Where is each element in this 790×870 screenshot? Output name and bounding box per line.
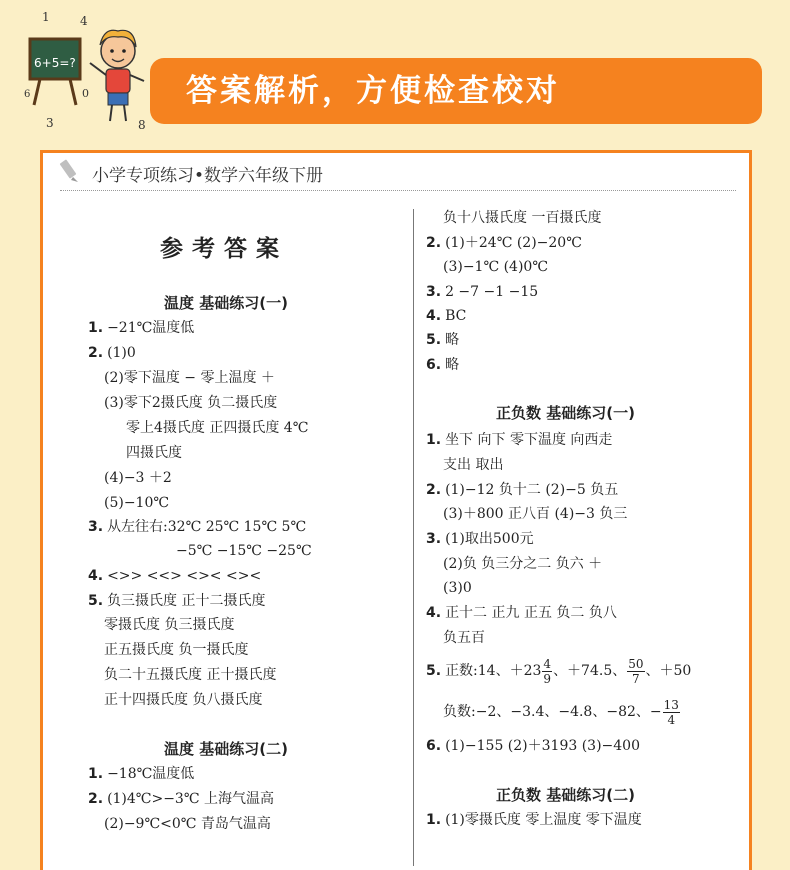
answer-line: (3)−1℃ (4)0℃ — [443, 259, 548, 275]
column-divider — [413, 209, 414, 866]
doodle-number: 8 — [138, 118, 146, 132]
header-divider — [60, 190, 736, 191]
answer-line: 4. 正十二 正九 正五 负二 负八 — [426, 605, 617, 621]
answer-line: 零上4摄氏度 正四摄氏度 4℃ — [126, 420, 309, 436]
section-title: 温度 基础练习(一) — [164, 294, 288, 312]
answer-line: (3)零下2摄氏度 负二摄氏度 — [104, 395, 278, 411]
main-title: 参考答案 — [160, 236, 288, 262]
book-title: 小学专项练习•数学六年级下册 — [92, 166, 324, 186]
answer-line: 3. 2 −7 −1 −15 — [426, 284, 539, 300]
answer-line: 2. (1)＋24℃ (2)−20℃ — [426, 235, 582, 251]
answer-line-negative: 负数:−2、−3.4、−4.8、−82、− $\frac{13}{4}$ — [443, 697, 679, 727]
banner-title: 答案解析，方便检查校对 — [186, 73, 560, 109]
doodle-number: 0 — [82, 87, 89, 100]
answer-line: 零摄氏度 负三摄氏度 — [104, 617, 235, 633]
answer-line: (2)负 负三分之二 负六 ＋ — [443, 556, 603, 572]
fraction: $\frac{50}{7}$ — [628, 656, 644, 686]
answer-line: 正十四摄氏度 负八摄氏度 — [104, 692, 263, 708]
answer-line: 5. 负三摄氏度 正十二摄氏度 — [88, 593, 266, 609]
answer-line: 2. (1)0 — [88, 345, 136, 361]
board-text: 6+5=? — [34, 56, 76, 70]
answer-line: 4. BC — [426, 308, 467, 324]
fraction: $\frac{4}{9}$ — [543, 656, 552, 686]
answer-line: 1. (1)零摄氏度 零上温度 零下温度 — [426, 812, 642, 828]
answer-line: 4. <>> <<> <>< <>< — [88, 568, 262, 584]
answer-line: (2)−9℃<0℃ 青岛气温高 — [104, 816, 271, 832]
answer-line: (4)−3 ＋2 — [104, 470, 172, 486]
pencil-icon — [58, 158, 86, 186]
answer-line: 负二十五摄氏度 正十摄氏度 — [104, 667, 277, 683]
answer-line: (5)−10℃ — [104, 495, 170, 511]
section-title: 温度 基础练习(二) — [164, 740, 288, 758]
answer-line: 1. −18℃温度低 — [88, 766, 195, 782]
answer-line: (2)零下温度 − 零上温度 ＋ — [104, 370, 275, 386]
answer-line: 2. (1)4℃>−3℃ 上海气温高 — [88, 791, 274, 807]
answer-line: 3. (1)取出500元 — [426, 531, 534, 547]
answer-line: 5. 略 — [426, 332, 460, 348]
answer-line: 2. (1)−12 负十二 (2)−5 负五 — [426, 482, 619, 498]
answer-line: 四摄氏度 — [126, 445, 182, 461]
answer-line: 6. 略 — [426, 357, 460, 373]
answer-line: −5℃ −15℃ −25℃ — [176, 543, 312, 559]
answer-line: 3. 从左往右:32℃ 25℃ 15℃ 5℃ — [88, 519, 307, 535]
doodle-number: 3 — [46, 116, 54, 130]
section-title: 正负数 基础练习(二) — [496, 786, 635, 804]
section-title: 正负数 基础练习(一) — [496, 404, 635, 422]
answer-line: 正五摄氏度 负一摄氏度 — [104, 642, 249, 658]
mascot-illustration — [20, 5, 170, 133]
doodle-number: 6 — [24, 89, 31, 100]
answer-line-positive: 5. 正数:14、＋23 $\frac{4}{9}$ 、＋74.5、 $\frac{50}{7}$ 、＋50 — [426, 656, 692, 686]
doodle-number: 4 — [80, 14, 88, 28]
answer-line: (3)0 — [443, 580, 472, 596]
doodle-number: 1 — [42, 10, 50, 24]
answer-line: 6. (1)−155 (2)＋3193 (3)−400 — [426, 738, 640, 754]
answer-line: 负十八摄氏度 一百摄氏度 — [443, 210, 602, 226]
answer-line: (3)＋800 正八百 (4)−3 负三 — [443, 506, 628, 522]
answer-line: 1. 坐下 向下 零下温度 向西走 — [426, 432, 613, 448]
answer-line: 支出 取出 — [443, 457, 504, 473]
answer-line: 负五百 — [443, 630, 485, 646]
answer-line: 1. −21℃温度低 — [88, 320, 195, 336]
fraction: $\frac{13}{4}$ — [663, 697, 679, 727]
